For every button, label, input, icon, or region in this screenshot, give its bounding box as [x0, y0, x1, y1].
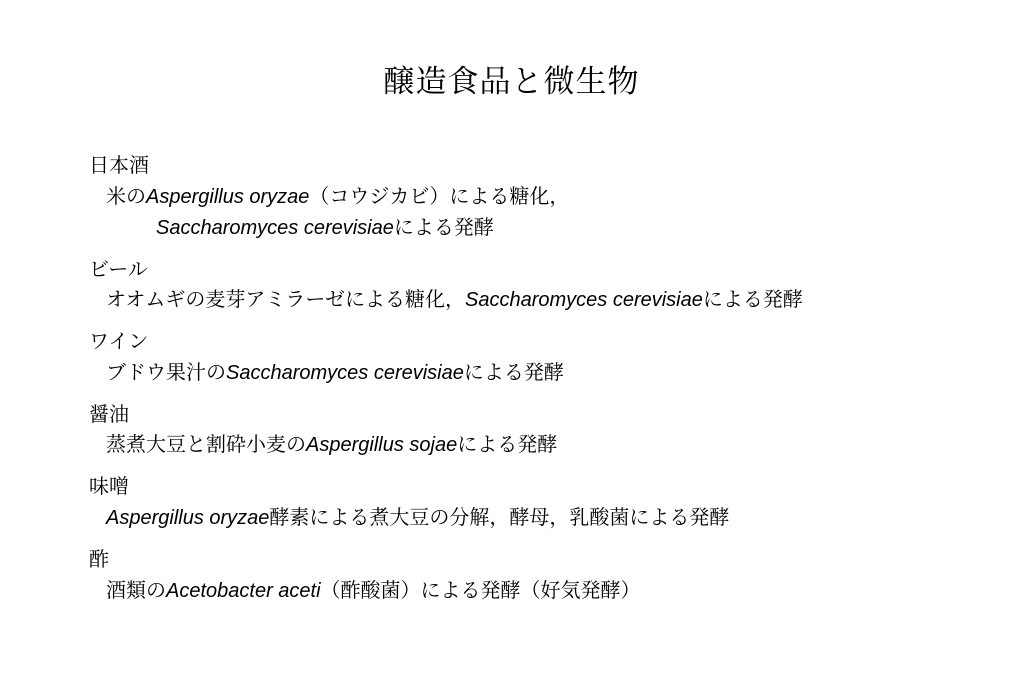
text-segment: による発酵 [393, 215, 494, 239]
wine-description-line-1 [106, 359, 564, 386]
organism-name: Saccharomyces cerevisiae [226, 362, 464, 384]
text-segment: オオムギの麦芽アミラーゼによる糖化， [106, 287, 465, 311]
text-segment: による発酵 [702, 287, 803, 311]
text-segment: による発酵 [463, 360, 564, 384]
text-segment: ブドウ果汁の [106, 360, 226, 384]
section-heading-soy-sauce: 醤油 [89, 402, 129, 426]
vinegar-description-line-1 [106, 577, 641, 604]
beer-description-line-1 [106, 286, 803, 313]
organism-name: Acetobacter aceti [166, 580, 321, 602]
section-heading-wine: ワイン [89, 329, 149, 353]
organism-name: Saccharomyces cerevisiae [156, 217, 394, 239]
section-heading-sake: 日本酒 [89, 153, 149, 177]
sake-description-line-2 [156, 214, 494, 241]
text-segment: による発酵 [457, 432, 558, 456]
organism-name: Aspergillus oryzae [106, 507, 270, 529]
slide-title: 醸造食品と微生物 [383, 64, 640, 100]
text-segment: 米の [106, 184, 146, 208]
section-heading-beer: ビール [89, 257, 148, 281]
text-segment: （コウジカビ）による糖化， [309, 184, 570, 208]
soy-sauce-description-line-1 [106, 431, 557, 458]
section-heading-miso: 味噌 [89, 474, 129, 498]
text-segment: 酒類の [106, 578, 166, 602]
miso-description-line-1 [106, 504, 729, 531]
section-heading-vinegar: 酢 [89, 547, 109, 571]
text-segment: 酵素による煮大豆の分解，酵母，乳酸菌による発酵 [269, 505, 730, 529]
organism-name: Saccharomyces cerevisiae [465, 289, 703, 311]
organism-name: Aspergillus oryzae [146, 186, 310, 208]
text-segment: （酢酸菌）による発酵（好気発酵） [320, 578, 641, 602]
sake-description-line-1 [106, 183, 569, 210]
text-segment: 蒸煮大豆と割砕小麦の [106, 432, 306, 456]
organism-name: Aspergillus sojae [306, 434, 458, 456]
